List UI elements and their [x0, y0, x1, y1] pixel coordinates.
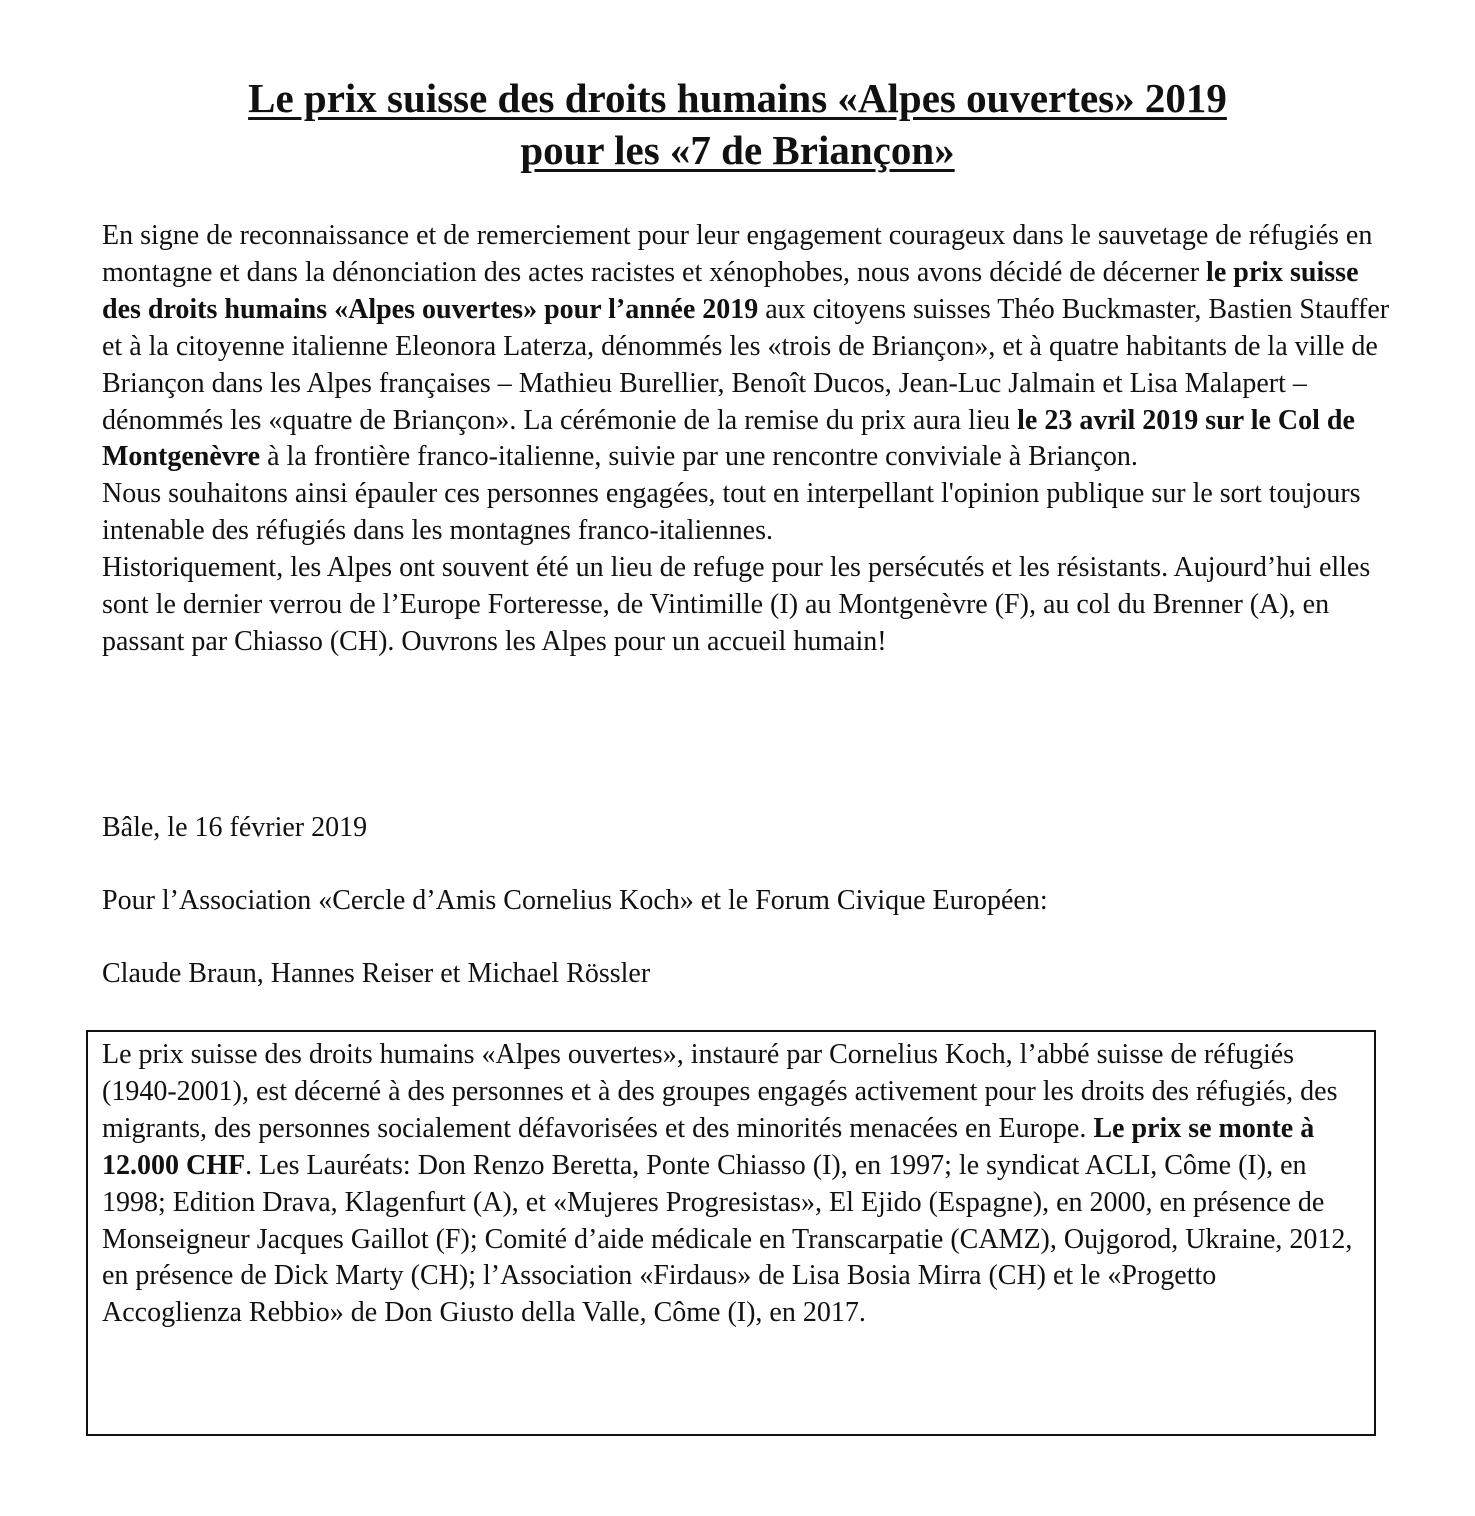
- paragraph-support: Nous souhaitons ainsi épauler ces personnes engagées, tout en interpellant l'opinion publique sur le sort toujours intenable des réfugiés dans les montagnes franco-italiennes.: [102, 478, 1361, 547]
- signatories-line: [102, 956, 1392, 993]
- main-text: [102, 218, 1392, 661]
- prize-amount-bold: Le prix se monte à 12.000 CHF: [102, 1112, 1315, 1181]
- laureates-text: aux citoyens suisses Théo Buckmaster, Bastien Stauffer et à la citoyenne italienne Eleonora Laterza, dénommés les «trois de Briançon», et à quatre habitants de la ville de Briançon dans les Alpes françaises – Mathieu Burellier, Benoît Ducos, Jean-Luc Jalmain et Lisa Malapert – dénommés les «quatre de Briançon». La cérémonie de la remise du prix aura lieu: [102, 293, 1390, 436]
- date-text: Bâle, le 16 février 2019: [102, 812, 368, 843]
- signatories-text: Claude Braun, Hannes Reiser et Michael Rössler: [102, 958, 651, 989]
- prize-info-paragraph: [102, 1037, 1360, 1332]
- title-line-1: Le prix suisse des droits humains «Alpes ouvertes» 2019: [248, 75, 1227, 121]
- paragraph-award-announcement: [102, 218, 1392, 476]
- association-line: [102, 883, 1392, 920]
- document-title: [0, 72, 1475, 177]
- paragraph-history: Historiquement, les Alpes ont souvent été un lieu de refuge pour les persécutés et les résistants. Aujourd’hui elles sont le dernier verrou de l’Europe Forteresse, de Vintimille (I) au Montgenèvre (F), au col du Brenner (A), en passant par Chiasso (CH). Ouvrons les Alpes pour un accueil humain!: [102, 552, 1371, 657]
- award-intro-text: En signe de reconnaissance et de remerciement pour leur engagement courageux dans le sauvetage de réfugiés en montagne et dans la dénonciation des actes racistes et xénophobes, nous avons décidé de décerner: [102, 220, 1373, 288]
- ceremony-location-text: à la frontière franco-italienne, suivie par une rencontre conviviale à Briançon.: [260, 441, 1138, 473]
- prize-description-text: Le prix suisse des droits humains «Alpes ouvertes», instauré par Cornelius Koch, l’abbé suisse de réfugiés (1940-2001), est décerné à des personnes et à des groupes engagés activement pour les droits des réfugiés, des migrants, des personnes socialement défavorisées et des minorités menacées en Europe.: [102, 1039, 1338, 1144]
- prize-info-box: [86, 1030, 1376, 1436]
- award-name-bold: le prix suisse des droits humains «Alpes ouvertes» pour l’année 2019: [102, 256, 1359, 325]
- date-line: [102, 810, 1392, 847]
- ceremony-date-bold: le 23 avril 2019 sur le Col de Montgenèvre: [102, 404, 1355, 473]
- prize-laureates-text: . Les Lauréats: Don Renzo Beretta, Ponte Chiasso (I), en 1997; le syndicat ACLI, Côme (I), en 1998; Edition Drava, Klagenfurt (A), et «Mujeres Progresistas», El Ejido (Espagne), en 2000, en présence de Monseigneur Jacques Gaillot (F); Comité d’aide médicale en Transcarpatie (CAMZ), Oujgorod, Ukraine, 2012, en présence de Dick Marty (CH); l’Association «Firdaus» de Lisa Bosia Mirra (CH) et le «Progetto Accoglienza Rebbio» de Don Giusto della Valle, Côme (I), en 2017.: [102, 1149, 1353, 1329]
- title-line-2: pour les «7 de Briançon»: [520, 127, 955, 174]
- association-text: Pour l’Association «Cercle d’Amis Cornelius Koch» et le Forum Civique Européen:: [102, 885, 1048, 916]
